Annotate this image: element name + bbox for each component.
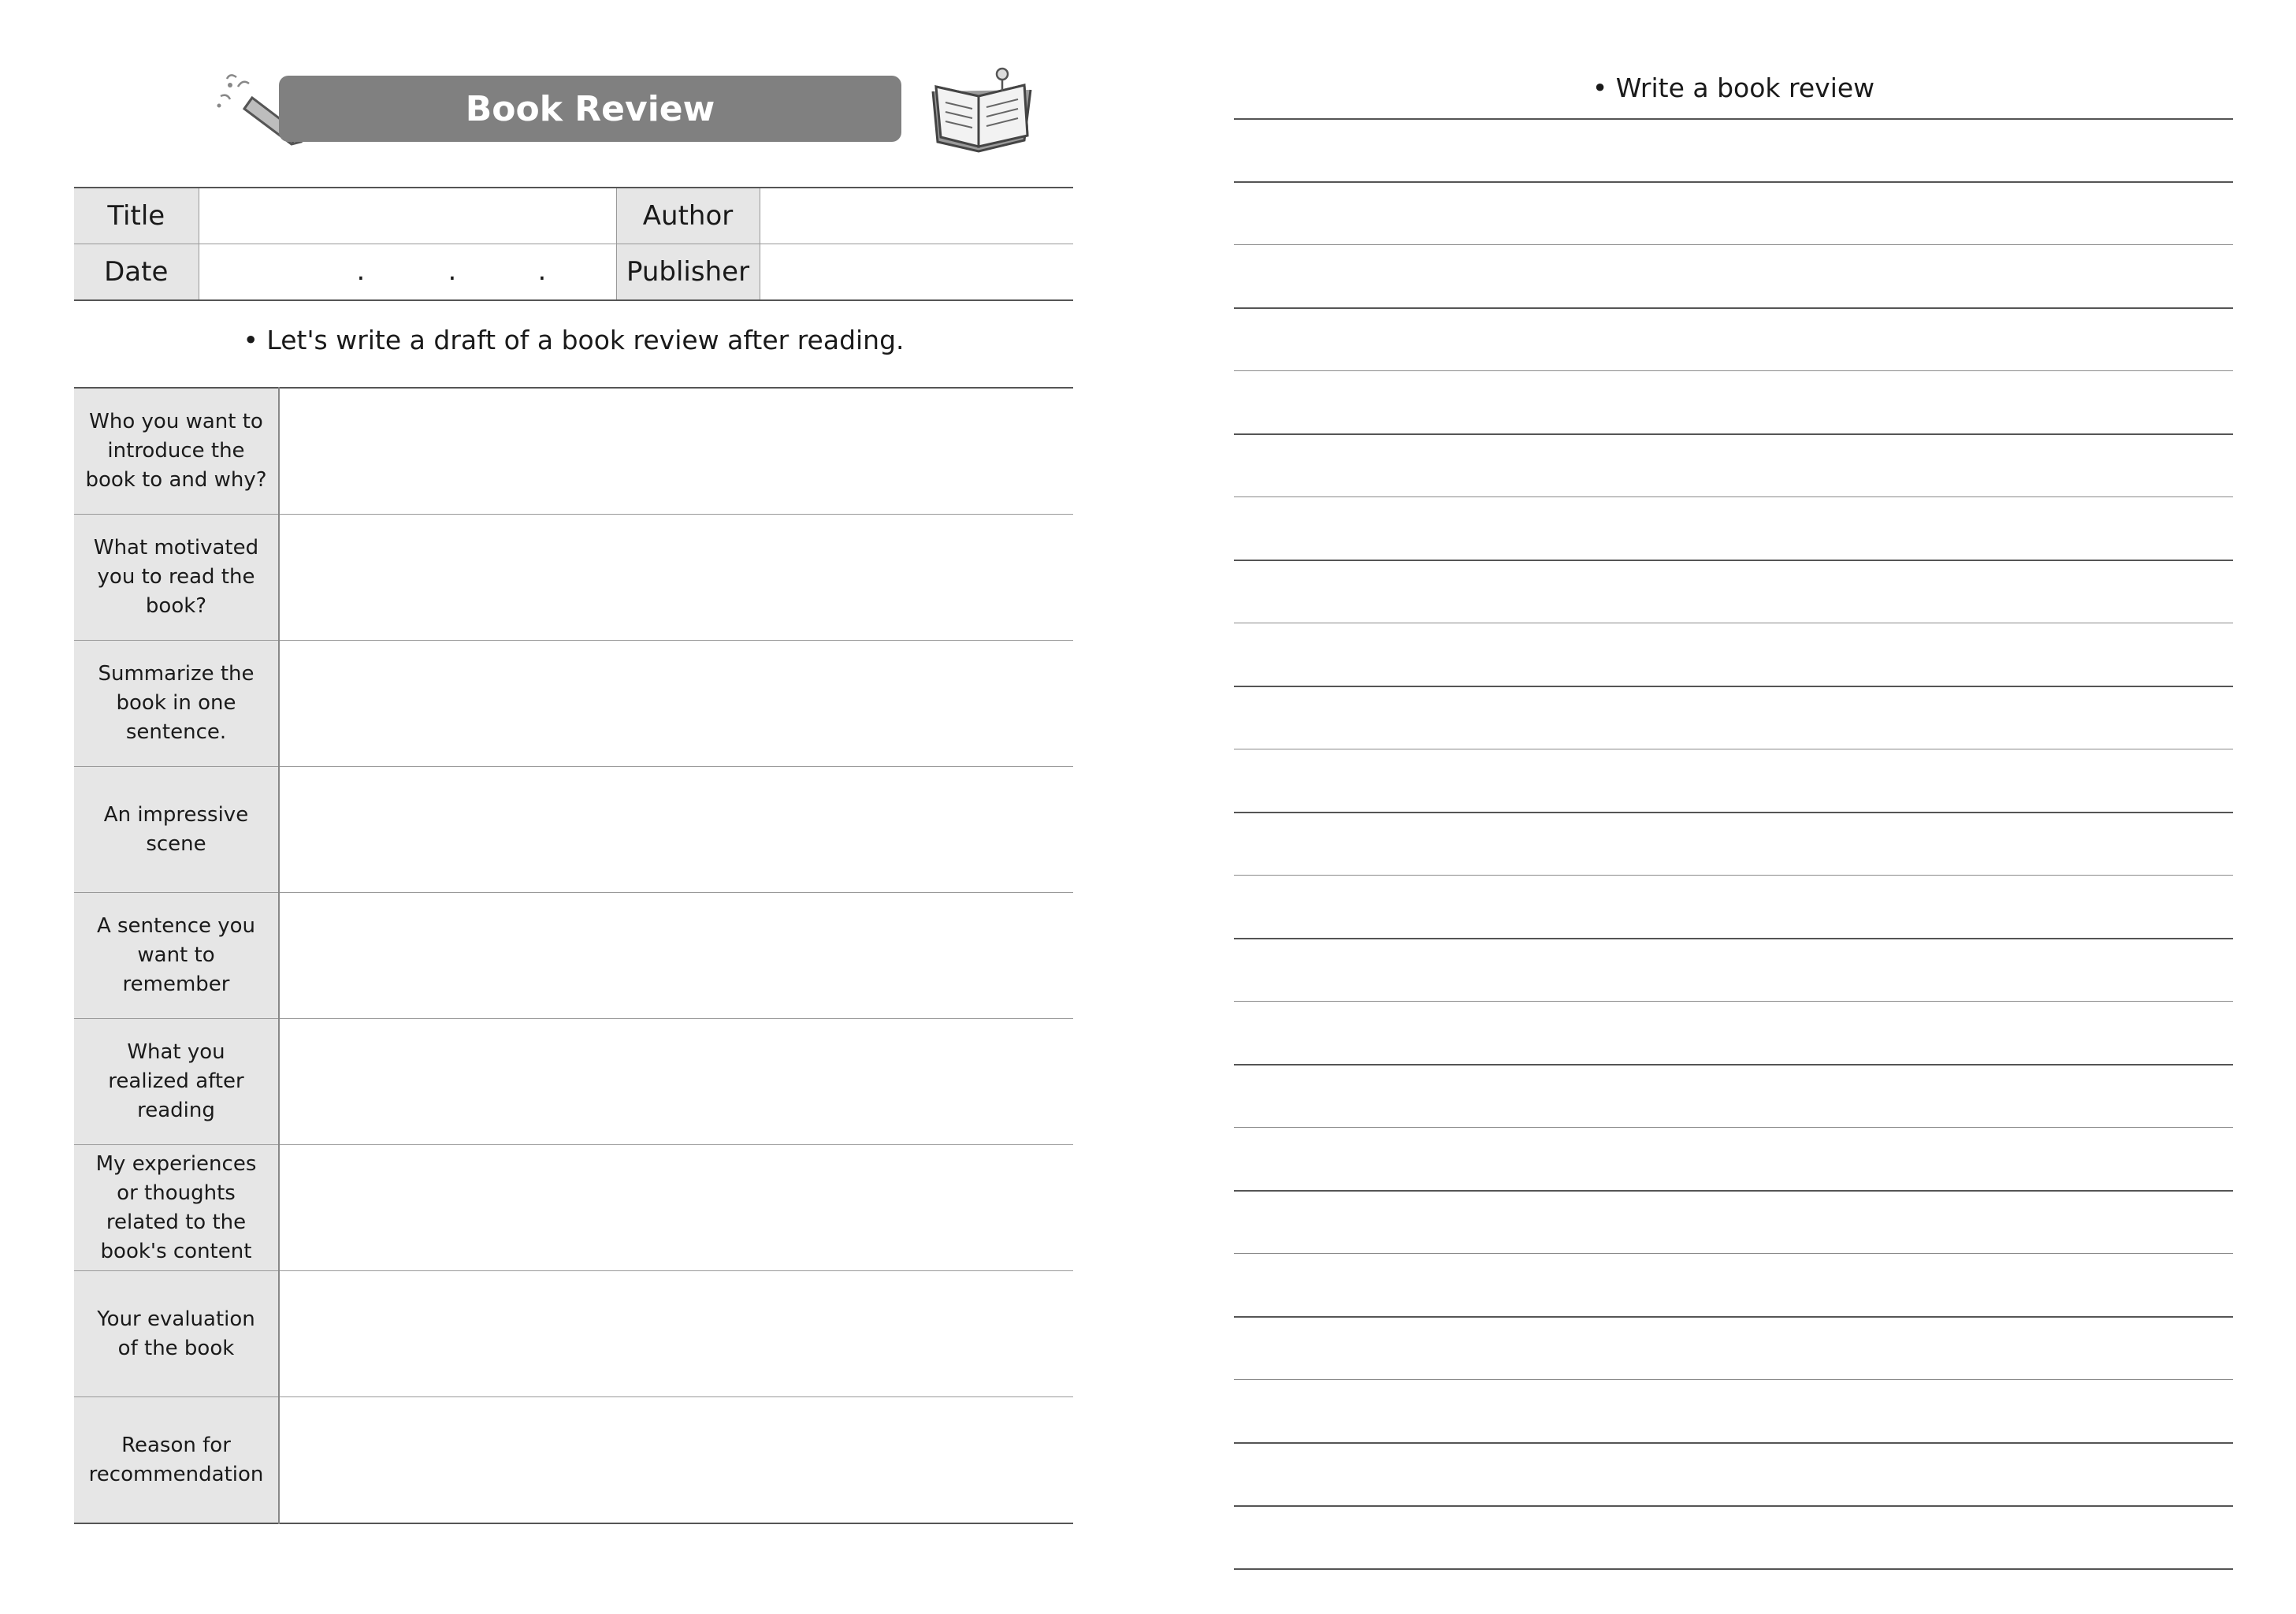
title-field[interactable] bbox=[199, 188, 616, 244]
draft-row bbox=[74, 641, 1073, 767]
writing-line[interactable] bbox=[1234, 1127, 2233, 1190]
draft-answer-cell[interactable] bbox=[279, 1397, 1073, 1524]
draft-row bbox=[74, 1397, 1073, 1524]
date-separator: . bbox=[537, 255, 547, 287]
draft-row bbox=[74, 767, 1073, 893]
page-title: Book Review bbox=[279, 76, 901, 142]
author-field[interactable] bbox=[760, 188, 1073, 244]
draft-row bbox=[74, 388, 1073, 515]
writing-line[interactable] bbox=[1234, 938, 2233, 1001]
writing-line[interactable] bbox=[1234, 118, 2233, 181]
writing-line[interactable] bbox=[1234, 1379, 2233, 1442]
writing-line[interactable] bbox=[1234, 181, 2233, 244]
draft-answer-cell[interactable] bbox=[279, 1019, 1073, 1145]
writing-line[interactable] bbox=[1234, 1316, 2233, 1379]
writing-lines[interactable] bbox=[1234, 118, 2233, 1570]
draft-question: A sentence you want to remember bbox=[74, 893, 279, 1019]
writing-line[interactable] bbox=[1234, 812, 2233, 875]
draft-question: Summarize the book in one sentence. bbox=[74, 641, 279, 767]
writing-line[interactable] bbox=[1234, 875, 2233, 938]
left-page bbox=[74, 0, 1073, 1614]
writing-line[interactable] bbox=[1234, 433, 2233, 496]
writing-line[interactable] bbox=[1234, 560, 2233, 623]
draft-answer-cell[interactable] bbox=[279, 1145, 1073, 1271]
author-label: Author bbox=[616, 188, 760, 244]
draft-answer-cell[interactable] bbox=[279, 893, 1073, 1019]
writing-line[interactable] bbox=[1234, 370, 2233, 433]
draft-answer-cell[interactable] bbox=[279, 515, 1073, 641]
open-book-icon bbox=[930, 65, 1032, 158]
writing-line[interactable] bbox=[1234, 623, 2233, 686]
draft-answer-cell[interactable] bbox=[279, 388, 1073, 515]
draft-row bbox=[74, 1271, 1073, 1397]
draft-row bbox=[74, 893, 1073, 1019]
writing-line[interactable] bbox=[1234, 1505, 2233, 1568]
writing-line[interactable] bbox=[1234, 1442, 2233, 1505]
writing-line[interactable] bbox=[1234, 1568, 2233, 1570]
writing-line[interactable] bbox=[1234, 1253, 2233, 1316]
date-field[interactable] bbox=[199, 244, 616, 301]
draft-table bbox=[74, 387, 1073, 1524]
writing-line[interactable] bbox=[1234, 1064, 2233, 1127]
draft-question: Your evaluation of the book bbox=[74, 1271, 279, 1397]
date-label: Date bbox=[74, 244, 199, 301]
draft-question: My experiences or thoughts related to the book's content bbox=[74, 1145, 279, 1271]
draft-answer-cell[interactable] bbox=[279, 641, 1073, 767]
date-separator: . bbox=[356, 255, 366, 287]
draft-row bbox=[74, 1145, 1073, 1271]
writing-line[interactable] bbox=[1234, 749, 2233, 812]
writing-line[interactable] bbox=[1234, 496, 2233, 560]
right-page bbox=[1234, 0, 2233, 1614]
draft-question: Reason for recommendation bbox=[74, 1397, 279, 1524]
writing-line[interactable] bbox=[1234, 307, 2233, 370]
publisher-label: Publisher bbox=[616, 244, 760, 301]
writing-line[interactable] bbox=[1234, 686, 2233, 749]
date-separator: . bbox=[448, 255, 457, 287]
publisher-field[interactable] bbox=[760, 244, 1073, 301]
draft-question: Who you want to introduce the book to and why? bbox=[74, 388, 279, 515]
draft-question: What motivated you to read the book? bbox=[74, 515, 279, 641]
draft-question: What you realized after reading bbox=[74, 1019, 279, 1145]
draft-answer-cell[interactable] bbox=[279, 1271, 1073, 1397]
draft-row bbox=[74, 515, 1073, 641]
draft-question: An impressive scene bbox=[74, 767, 279, 893]
title-label: Title bbox=[74, 188, 199, 244]
book-info-table bbox=[74, 187, 1073, 301]
review-instruction: • Write a book review bbox=[1592, 73, 1875, 103]
writing-line[interactable] bbox=[1234, 1190, 2233, 1253]
draft-instruction: • Let's write a draft of a book review after reading. bbox=[243, 325, 905, 355]
draft-answer-cell[interactable] bbox=[279, 767, 1073, 893]
title-banner bbox=[213, 65, 1040, 167]
draft-row bbox=[74, 1019, 1073, 1145]
writing-line[interactable] bbox=[1234, 1001, 2233, 1064]
writing-line[interactable] bbox=[1234, 244, 2233, 307]
